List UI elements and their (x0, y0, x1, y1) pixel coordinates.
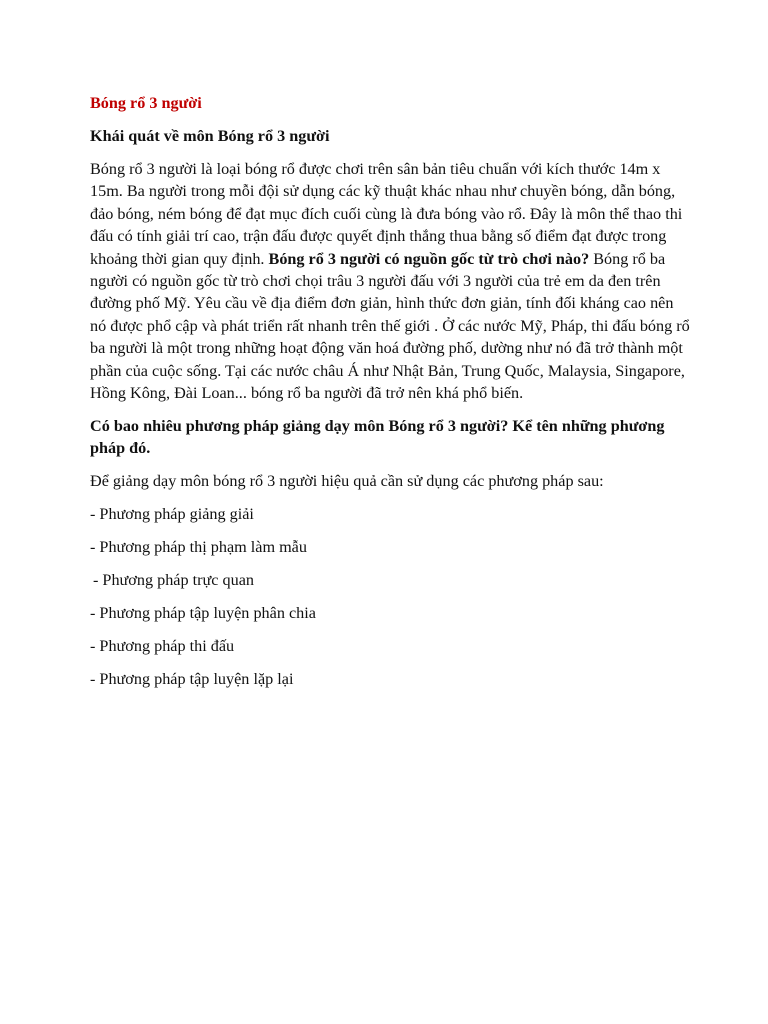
method-list-item: - Phương pháp trực quan (93, 571, 254, 590)
section-heading-methods: Có bao nhiêu phương pháp giảng dạy môn Bóng rổ 3 người? Kể tên những phương pháp đó. (90, 417, 665, 458)
document-title: Bóng rổ 3 người (90, 94, 202, 112)
method-list-item: - Phương pháp thi đấu (90, 637, 235, 656)
document-page (90, 92, 690, 701)
overview-paragraph (90, 158, 690, 404)
method-list-item: - Phương pháp tập luyện phân chia (90, 604, 316, 623)
origin-question: Bóng rổ 3 người có nguồn gốc từ trò chơi nào? (268, 249, 590, 268)
overview-text-intro: Bóng rổ 3 người là loại bóng rổ được chơi trên sân bản tiêu chuẩn với kích thước 14m x 15m. Ba người trong mỗi đội sử dụng các kỹ thuật khác nhau như chuyền bóng, dẫn bóng, đảo bóng, ném bóng để đạt mục đích cuối cùng là đưa bóng vào rổ. Đây là môn thể thao thi đấu có tính giải trí cao, trận đấu được quyết định thắng thua bằng số điểm đạt được trong khoảng thời gian quy định. (90, 160, 683, 268)
method-list-item: - Phương pháp thị phạm làm mẫu (90, 538, 307, 557)
section-heading-overview: Khái quát về môn Bóng rổ 3 người (90, 127, 330, 145)
overview-text-origin: Bóng rổ ba người có nguồn gốc từ trò chơi chọi trâu 3 người đấu với 3 người của trẻ em da đen trên đường phố Mỹ. Yêu cầu về địa điểm đơn giản, hình thức đơn giản, tính đối kháng cao nên nó được phổ cập và phát triển rất nhanh trên thế giới . Ở các nước Mỹ, Pháp, thi đấu bóng rổ ba người là một trong những hoạt động văn hoá đường phố, dường như nó đã trở thành một phần của cuộc sống. Tại các nước châu Á như Nhật Bản, Trung Quốc, Malaysia, Singapore, Hồng Kông, Đài Loan... bóng rổ ba người đã trở nên khá phổ biến. (90, 249, 690, 403)
methods-intro: Để giảng dạy môn bóng rổ 3 người hiệu quả cần sử dụng các phương pháp sau: (90, 472, 604, 491)
method-list-item: - Phương pháp tập luyện lặp lại (90, 670, 294, 689)
method-list-item: - Phương pháp giảng giải (90, 505, 254, 524)
